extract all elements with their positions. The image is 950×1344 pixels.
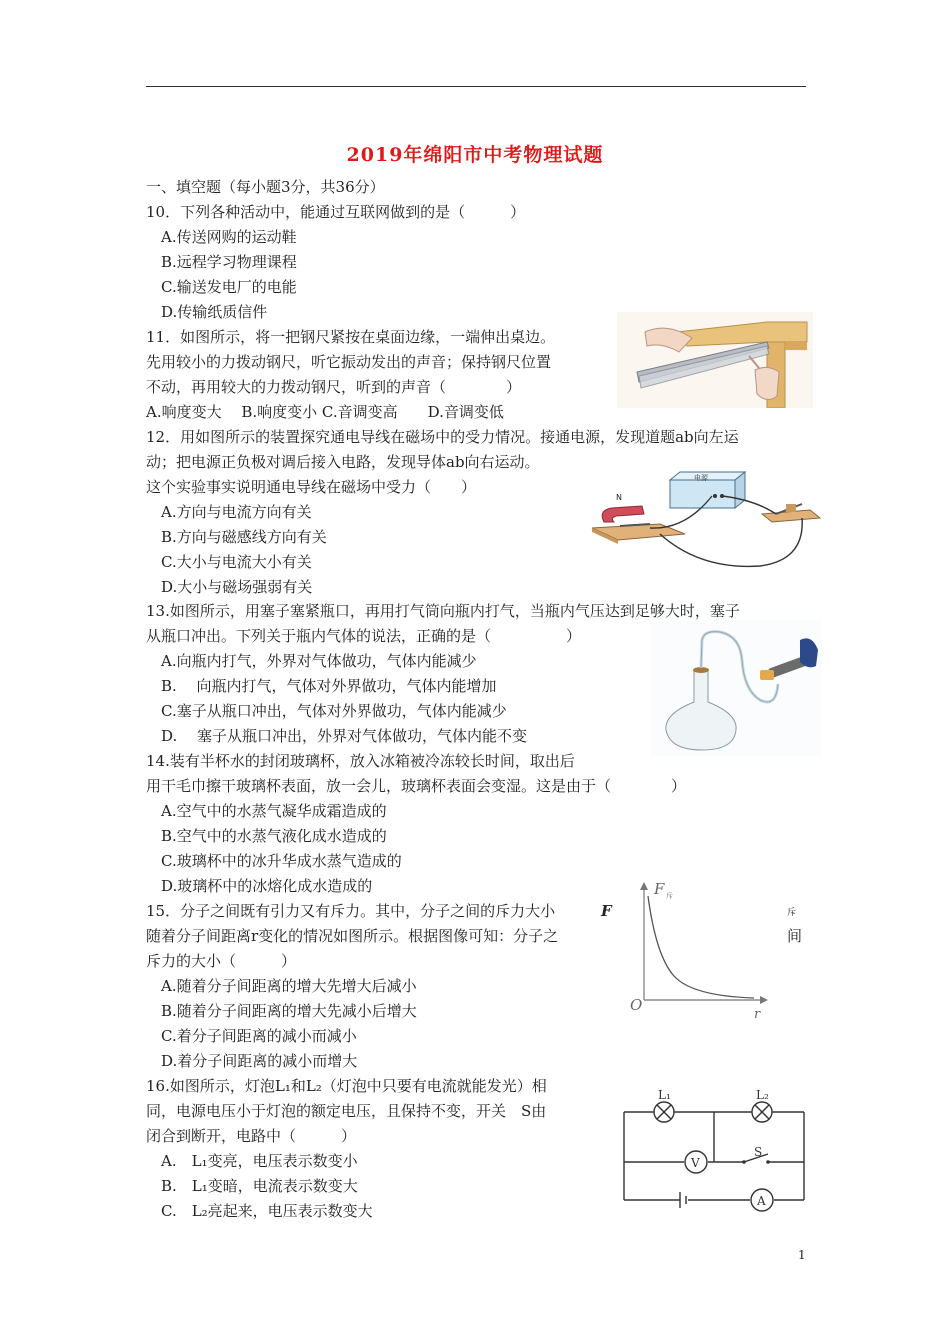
q11-options: A.响度变大 B.响度变小 C.音调变高 D.音调变低 xyxy=(146,403,504,421)
power-source-label: 电源 xyxy=(694,474,708,482)
page-title: 2019年绵阳市中考物理试题 xyxy=(346,144,604,166)
ruler-on-table-figure xyxy=(617,312,813,408)
circuit-diagram xyxy=(618,1088,814,1220)
q10-option-a: A.传送网购的运动鞋 xyxy=(161,228,297,246)
q16-option-a: A. L₁变亮，电压表示数变小 xyxy=(161,1152,358,1170)
q12-option-d: D.大小与磁场强弱有关 xyxy=(161,578,313,596)
q14-option-c: C.玻璃杯中的冰升华成水蒸气造成的 xyxy=(161,852,402,870)
q14-option-b: B.空气中的水蒸气液化成水造成的 xyxy=(161,827,387,845)
q13-option-b: B. 向瓶内打气，气体对外界做功，气体内能增加 xyxy=(161,677,497,695)
graph-y-label: F xyxy=(654,880,665,898)
q12-line-1: 12．用如图所示的装置探究通电导线在磁场中的受力情况。接通电源，发现道题ab向左运 xyxy=(146,428,739,446)
voltmeter-label: V xyxy=(691,1156,700,1170)
section-heading: 一、填空题（每小题3分，共36分） xyxy=(146,178,385,196)
q12-option-b: B.方向与磁感线方向有关 xyxy=(161,528,327,546)
q10-option-c: C.输送发电厂的电能 xyxy=(161,278,297,296)
lamp-l1-label: L₁ xyxy=(658,1088,671,1102)
q13-option-c: C.塞子从瓶口冲出，气体对外界做功，气体内能减少 xyxy=(161,702,507,720)
graph-y-subscript: 斥 xyxy=(666,892,673,900)
q10-stem: 10．下列各种活动中，能通过互联网做到的是（ ） xyxy=(146,203,526,221)
q15-option-c: C.着分子间距离的减小而减小 xyxy=(161,1027,357,1045)
graph-x-label: r xyxy=(754,1007,761,1020)
ammeter-label: A xyxy=(757,1194,766,1208)
q15-line-1: 15．分子之间既有引力又有斥力。其中，分子之间的斥力大小 xyxy=(146,902,556,920)
q14-option-d: D.玻璃杯中的冰熔化成水造成的 xyxy=(161,877,373,895)
q11-line-3: 不动，再用较大的力拨动钢尺，听到的声音（ ） xyxy=(146,378,522,396)
q13-line-1: 13.如图所示，用塞子塞紧瓶口，再用打气筒向瓶内打气，当瓶内气压达到足够大时，塞子 xyxy=(146,602,740,620)
q15-option-b: B.随着分子间距离的增大先减小后增大 xyxy=(161,1002,417,1020)
page-number: 1 xyxy=(798,1248,806,1262)
q15-line-3: 斥力的大小（ ） xyxy=(146,952,297,970)
q15-option-a: A.随着分子间距离的增大先增大后减小 xyxy=(161,977,417,995)
header-rule xyxy=(146,86,806,87)
q16-line-1: 16.如图所示，灯泡L₁和L₂（灯泡中只要有电流就能发光）相 xyxy=(146,1077,547,1095)
q14-option-a: A.空气中的水蒸气凝华成霜造成的 xyxy=(161,802,387,820)
q14-line-2: 用干毛巾擦干玻璃杯表面，放一会儿，玻璃杯表面会变湿。这是由于（ ） xyxy=(146,777,687,795)
q11-line-1: 11．如图所示，将一把钢尺紧按在桌面边缘，一端伸出桌边。 xyxy=(146,328,556,346)
magnet-n-label: N xyxy=(616,493,622,502)
q15-line-2: 随着分子间距离r变化的情况如图所示。根据图像可知：分子之 xyxy=(146,927,559,945)
q15-subscript: 斥 xyxy=(787,908,797,918)
q12-line-2: 动；把电源正负极对调后接入电路，发现导体ab向右运动。 xyxy=(146,453,540,471)
q12-line-3: 这个实验事实说明通电导线在磁场中受力（ ） xyxy=(146,478,477,496)
q15-option-d: D.着分子间距离的减小而增大 xyxy=(161,1052,358,1070)
q13-line-2: 从瓶口冲出。下列关于瓶内气体的说法，正确的是（ ） xyxy=(146,627,582,645)
q10-option-d: D.传输纸质信件 xyxy=(161,303,268,321)
q16-line-2: 同，电源电压小于灯泡的额定电压，且保持不变，开关 S由 xyxy=(146,1102,547,1120)
force-curve xyxy=(648,896,754,998)
q16-option-b: B. L₁变暗，电流表示数变大 xyxy=(161,1177,358,1195)
graph-origin-label: O xyxy=(630,996,643,1014)
q16-line-3: 闭合到断开，电路中（ ） xyxy=(146,1127,357,1145)
q15-line-2-tail: 间 xyxy=(787,927,803,945)
magnet-apparatus-figure xyxy=(590,470,822,582)
switch-label: S xyxy=(754,1145,763,1159)
q12-option-c: C.大小与电流大小有关 xyxy=(161,553,312,571)
q14-line-1: 14.装有半杯水的封闭玻璃杯，放入冰箱被冷冻较长时间，取出后 xyxy=(146,752,575,770)
flask-pump-figure xyxy=(650,620,822,756)
q11-line-2: 先用较小的力拨动钢尺，听它振动发出的声音；保持钢尺位置 xyxy=(146,353,552,371)
repulsion-force-graph xyxy=(622,876,772,1020)
q13-option-d: D. 塞子从瓶口冲出，外界对气体做功，气体内能不变 xyxy=(161,727,528,745)
q13-option-a: A.向瓶内打气，外界对气体做功，气体内能减少 xyxy=(161,652,477,670)
q15-symbol-f: F xyxy=(601,902,612,920)
lamp-l2-label: L₂ xyxy=(756,1088,769,1102)
q10-option-b: B.远程学习物理课程 xyxy=(161,253,297,271)
q12-option-a: A.方向与电流方向有关 xyxy=(161,503,312,521)
q16-option-c: C. L₂亮起来，电压表示数变大 xyxy=(161,1202,373,1220)
